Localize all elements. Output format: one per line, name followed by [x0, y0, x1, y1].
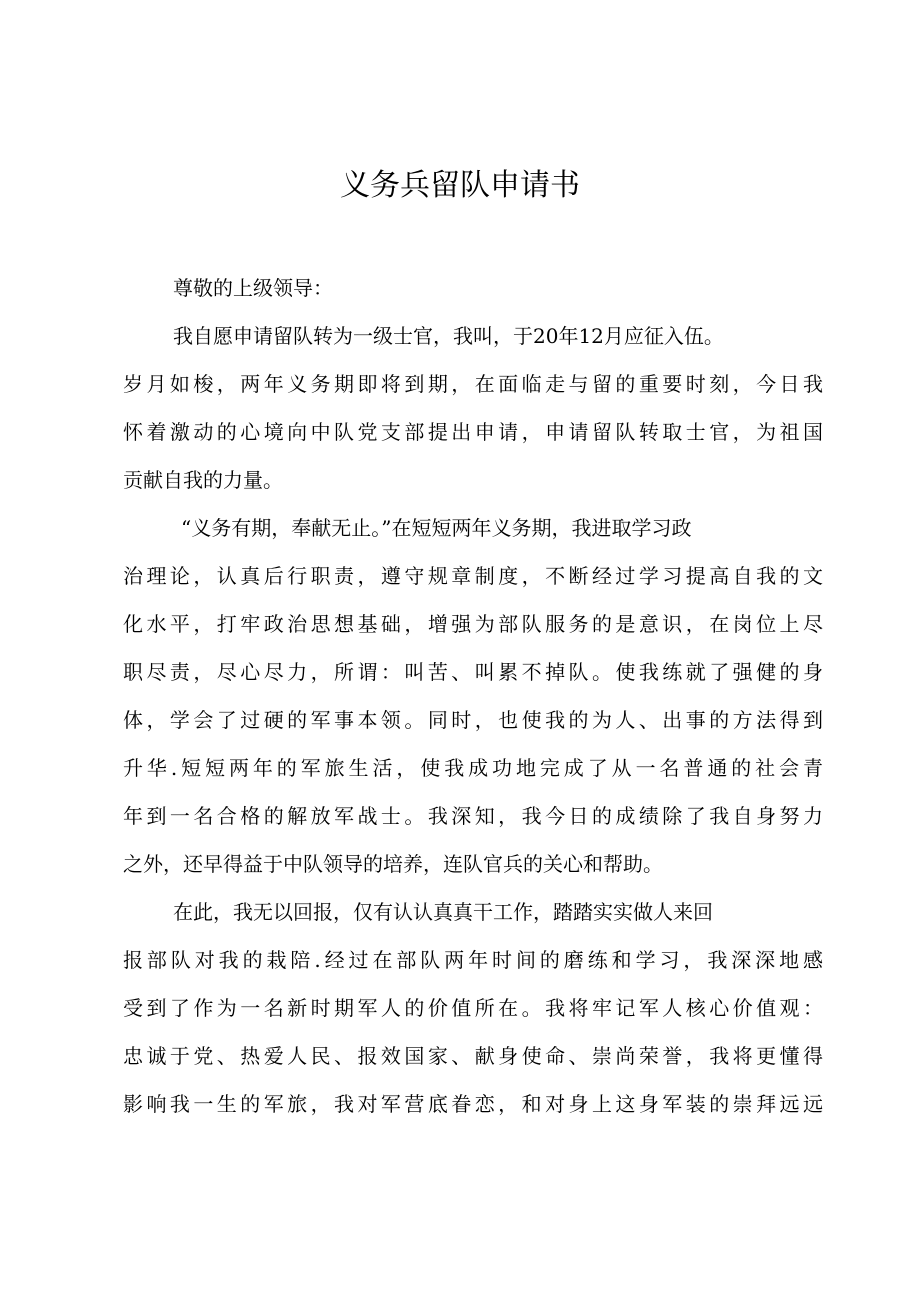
paragraph-line: 我自愿申请留队转为一级士官，我叫，于20年12月应征入伍。: [173, 324, 724, 348]
salutation-line: 尊敬的上级领导：: [173, 276, 333, 300]
salutation: [123, 264, 823, 312]
paragraph-line: 贡献自我的力量。: [123, 468, 283, 492]
paragraph-line: 在此，我无以回报，仅有认认真真干工作，踏踏实实做人来回: [173, 900, 713, 924]
paragraph-3: [123, 888, 823, 1128]
paragraph-line: 影响我一生的军旅，我对军营底眷恋，和对身上这身军装的崇拜远远: [123, 1092, 823, 1116]
paragraph-line: 治理论，认真后行职责，遵守规章制度，不断经过学习提高自我的文: [123, 564, 823, 588]
paragraph-line: 之外，还早得益于中队领导的培养，连队官兵的关心和帮助。: [123, 852, 663, 876]
document-body: [123, 264, 823, 1128]
paragraph-line: 体，学会了过硬的军事本领。同时，也使我的为人、出事的方法得到: [123, 708, 823, 732]
paragraph-2: [123, 504, 823, 888]
paragraph-line: 年到一名合格的解放军战士。我深知，我今日的成绩除了我自身努力: [123, 804, 823, 828]
paragraph-line: 受到了作为一名新时期军人的价值所在。我将牢记军人核心价值观：: [123, 996, 823, 1020]
paragraph-line: 怀着激动的心境向中队党支部提出申请，申请留队转取士官，为祖国: [123, 420, 823, 444]
paragraph-line: 升华.短短两年的军旅生活，使我成功地完成了从一名普通的社会青: [123, 756, 823, 780]
paragraph-line: 职尽责，尽心尽力，所谓：叫苦、叫累不掉队。使我练就了强健的身: [123, 660, 823, 684]
paragraph-1: [123, 312, 823, 504]
paragraph-line: 忠诚于党、热爱人民、报效国家、献身使命、崇尚荣誉，我将更懂得: [123, 1044, 823, 1068]
document-title: 义务兵留队申请书: [340, 168, 580, 203]
paragraph-line: 化水平，打牢政治思想基础，增强为部队服务的是意识，在岗位上尽: [123, 612, 823, 636]
paragraph-line: 岁月如梭，两年义务期即将到期，在面临走与留的重要时刻，今日我: [123, 372, 823, 396]
paragraph-line: 报部队对我的栽陪.经过在部队两年时间的磨练和学习，我深深地感: [123, 948, 823, 972]
paragraph-line: “义务有期，奉献无止。”在短短两年义务期，我进取学习政: [181, 516, 692, 540]
